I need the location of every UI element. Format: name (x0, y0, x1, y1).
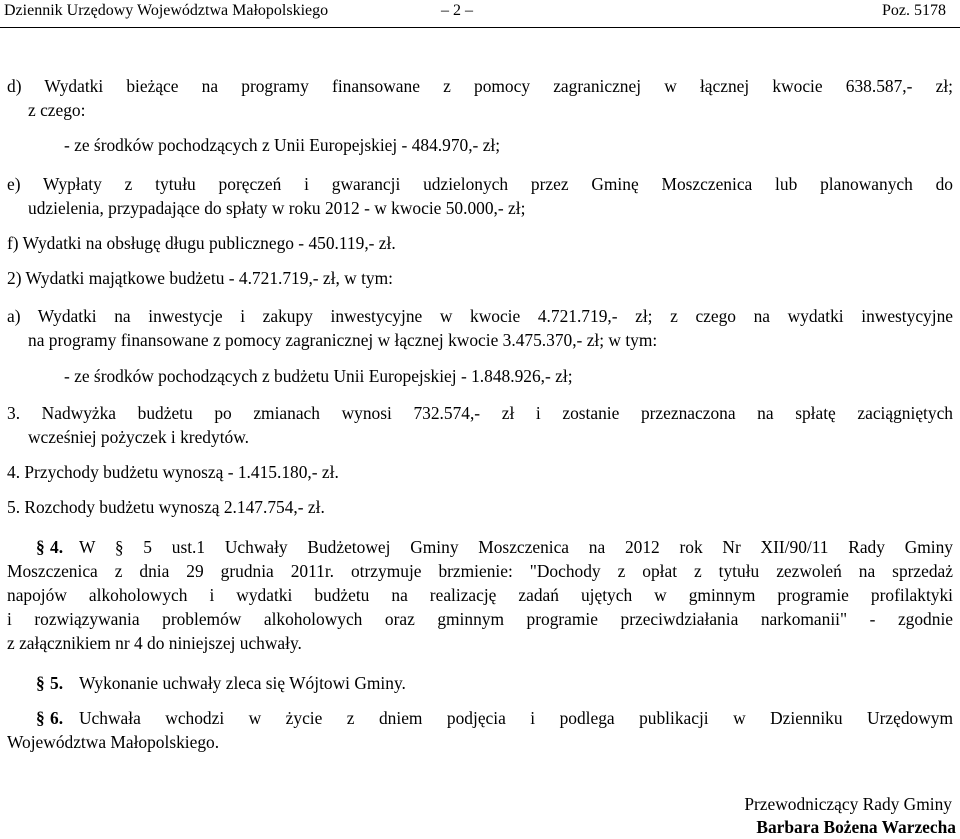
section-4-symbol: § (36, 537, 45, 557)
signature-title: Przewodniczący Rady Gminy (744, 794, 952, 814)
item-e-line1: e) Wypłaty z tytułu poręczeń i gwarancji udzielonych przez Gminę Moszczenica lub planowanych do (7, 174, 953, 194)
item-f: f) Wydatki na obsługę długu publicznego - 450.119,- zł. (7, 233, 396, 253)
section-5-number: 5. (50, 673, 64, 693)
item-3-line1: 3. Nadwyżka budżetu po zmianach wynosi 732.574,- zł i zostanie przeznaczona na spłatę zaciągniętych (7, 403, 953, 423)
item-d-sub: - ze środków pochodzących z Unii Europejskiej - 484.970,- zł; (64, 135, 501, 155)
item-d-line1: d) Wydatki bieżące na programy finansowane z pomocy zagranicznej w łącznej kwocie 638.587,- zł; (7, 76, 953, 96)
section-4-number: 4. (50, 537, 64, 557)
item-a-line2: na programy finansowane z pomocy zagranicznej w łącznej kwocie 3.475.370,- zł; w tym: (28, 330, 658, 350)
section-4-line3: napojów alkoholowych i wydatki budżetu na realizację zadań ujętych w gminnym programie profilaktyki (7, 585, 953, 605)
journal-title: Dziennik Urzędowy Województwa Małopolskiego (4, 2, 329, 19)
item-a-sub: - ze środków pochodzących z budżetu Unii Europejskiej - 1.848.926,- zł; (64, 366, 573, 386)
section-5-symbol: § (36, 673, 45, 693)
section-6-line1: Uchwała wchodzi w życie z dniem podjęcia i podlega publikacji w Dzienniku Urzędowym (79, 708, 953, 728)
section-6-number: 6. (50, 708, 64, 728)
page-number: – 2 – (441, 2, 473, 19)
item-2: 2) Wydatki majątkowe budżetu - 4.721.719,- zł, w tym: (7, 268, 393, 288)
item-5: 5. Rozchody budżetu wynoszą 2.147.754,- zł. (7, 497, 325, 517)
section-4-line1: W § 5 ust.1 Uchwały Budżetowej Gminy Moszczenica na 2012 rok Nr XII/90/11 Rady Gminy (79, 537, 953, 557)
item-4: 4. Przychody budżetu wynoszą - 1.415.180,- zł. (7, 462, 339, 482)
section-6-line2: Województwa Małopolskiego. (7, 732, 220, 752)
section-5-text: Wykonanie uchwały zleca się Wójtowi Gminy. (79, 673, 406, 693)
page-header (0, 0, 960, 28)
section-6-symbol: § (36, 708, 45, 728)
signature-name: Barbara Bożena Warzecha (756, 817, 956, 837)
item-a-line1: a) Wydatki na inwestycje i zakupy inwestycyjne w kwocie 4.721.719,- zł; z czego na wydatki inwestycyjne (7, 306, 953, 326)
item-e-line2: udzielenia, przypadające do spłaty w roku 2012 - w kwocie 50.000,- zł; (28, 198, 526, 218)
section-4-line5: z załącznikiem nr 4 do niniejszej uchwały. (7, 633, 302, 653)
position-number: Poz. 5178 (882, 2, 946, 19)
item-d-line2: z czego: (28, 100, 86, 120)
section-4-line2: Moszczenica z dnia 29 grudnia 2011r. otrzymuje brzmienie: "Dochody z opłat z tytułu zezwoleń na sprzedaż (7, 561, 953, 581)
item-3-line2: wcześniej pożyczek i kredytów. (28, 427, 249, 447)
section-4-line4: i rozwiązywania problemów alkoholowych oraz gminnym programie przeciwdziałania narkomanii" - zgodnie (7, 609, 953, 629)
